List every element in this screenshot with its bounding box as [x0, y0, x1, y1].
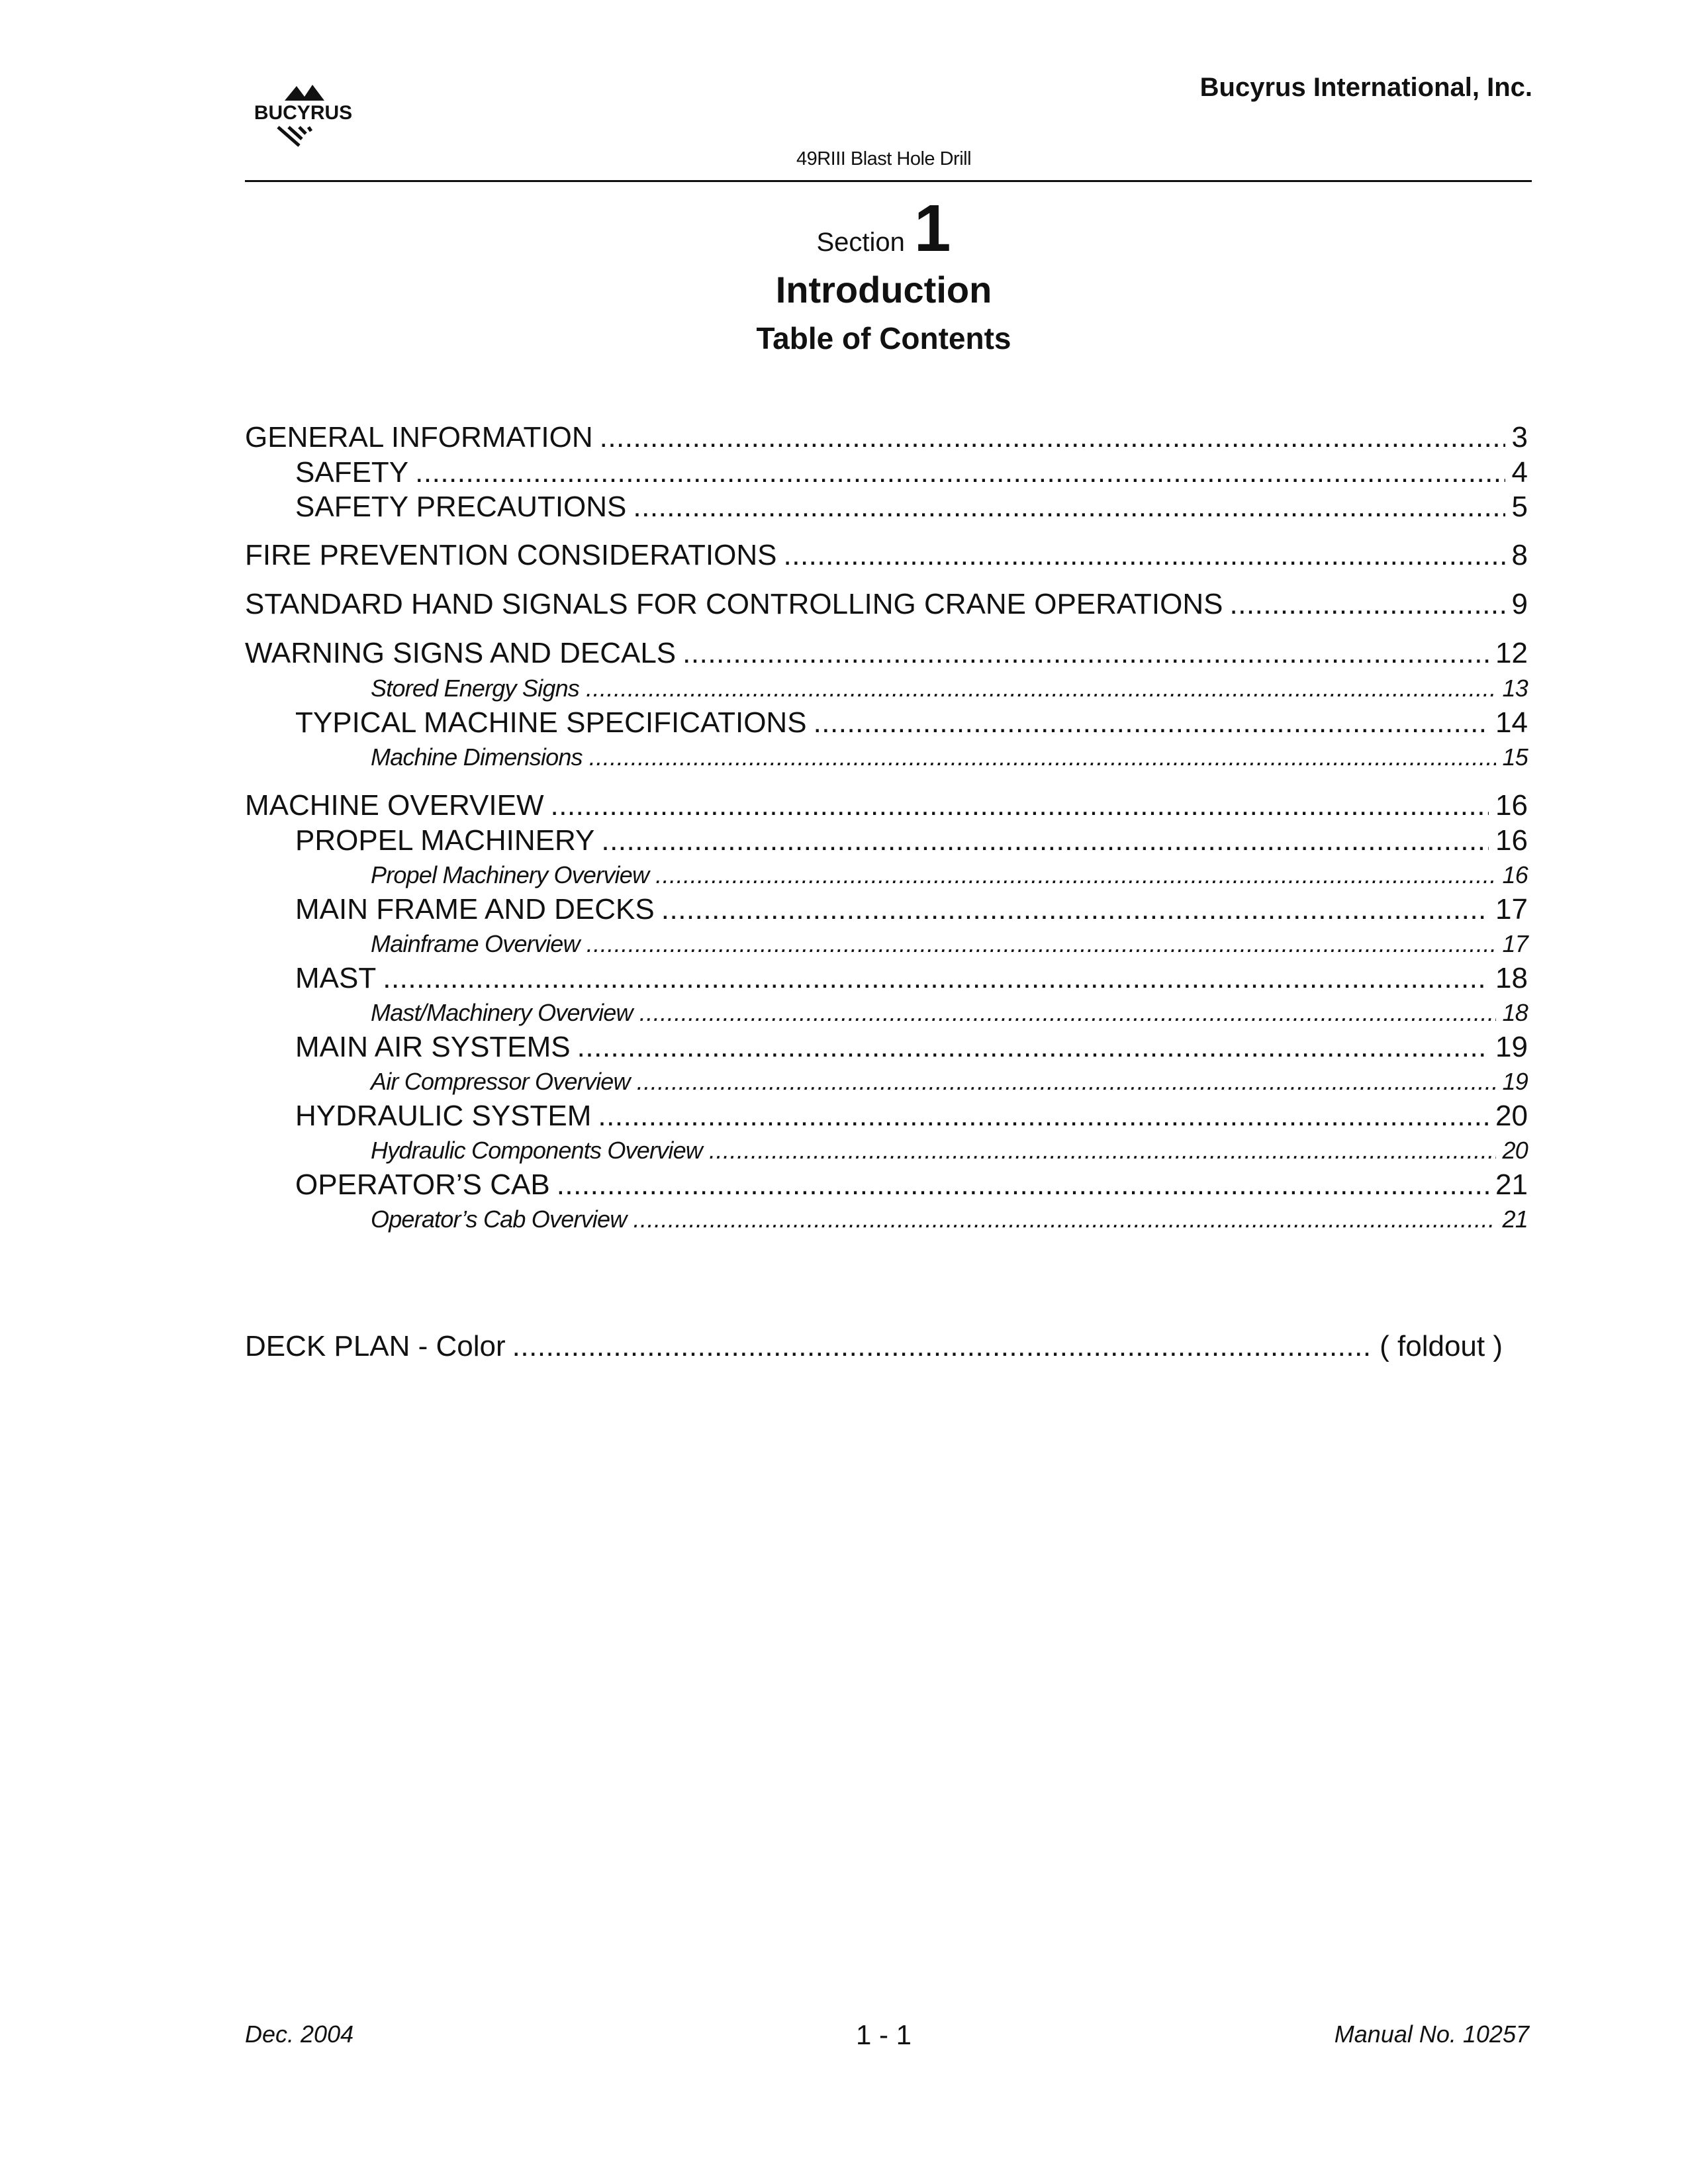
toc-entry-label: GENERAL INFORMATION	[245, 421, 593, 453]
toc-entry-label: Mast/Machinery Overview	[371, 999, 633, 1026]
toc-entry-page: 14	[1495, 706, 1528, 739]
toc-leader	[639, 996, 1496, 1030]
company-name: Bucyrus International, Inc.	[1199, 73, 1532, 102]
toc-entry-label: PROPEL MACHINERY	[295, 824, 595, 857]
deck-plan-entry[interactable]	[245, 1328, 1503, 1365]
toc-entry-page: 17	[1495, 893, 1528, 926]
toc-entry-label: Hydraulic Components Overview	[371, 1137, 702, 1164]
toc-entry[interactable]	[245, 858, 1528, 892]
toc-entry-label: SAFETY	[295, 456, 409, 489]
toc-entry-label: FIRE PREVENTION CONSIDERATIONS	[245, 539, 777, 571]
toc-entry-label: MAIN AIR SYSTEMS	[295, 1031, 571, 1063]
toc-entry[interactable]	[245, 927, 1528, 961]
bucyrus-logo-icon	[238, 66, 371, 159]
toc-entry-label: Propel Machinery Overview	[371, 861, 649, 888]
section-heading	[0, 191, 1688, 267]
toc-leader	[784, 538, 1505, 573]
toc-entry[interactable]	[245, 824, 1528, 858]
toc-leader	[637, 1065, 1496, 1099]
toc-leader	[633, 490, 1505, 524]
toc-entry-label: TYPICAL MACHINE SPECIFICATIONS	[295, 706, 807, 739]
toc-entry-label: Mainframe Overview	[371, 930, 580, 957]
toc-leader	[633, 1202, 1495, 1237]
toc-entry[interactable]	[245, 892, 1528, 927]
toc-entry[interactable]	[245, 788, 1528, 824]
toc-leader	[415, 455, 1505, 490]
toc-entry-page: 17	[1502, 930, 1528, 957]
toc-entry-page: 12	[1495, 637, 1528, 669]
toc-entry[interactable]	[245, 587, 1528, 622]
toc-entry-page: 20	[1495, 1100, 1528, 1132]
toc-entry-page: 21	[1495, 1168, 1528, 1201]
svg-text:BUCYRUS: BUCYRUS	[254, 102, 353, 124]
toc-entry[interactable]	[245, 996, 1528, 1030]
toc-leader	[557, 1168, 1489, 1202]
toc-entry-page: 15	[1502, 743, 1528, 771]
toc-entry[interactable]	[245, 1099, 1528, 1133]
toc-entry-page: 16	[1495, 789, 1528, 822]
toc-entry-page: 8	[1511, 539, 1528, 571]
toc-entry-page: 5	[1511, 491, 1528, 523]
toc-entry-label: WARNING SIGNS AND DECALS	[245, 637, 677, 669]
bucyrus-logo	[238, 66, 371, 159]
toc-entry[interactable]	[245, 740, 1528, 775]
toc-entry-label: Stored Energy Signs	[371, 675, 579, 702]
product-name: 49RIII Blast Hole Drill	[796, 148, 972, 169]
toc-entry-page: 18	[1495, 962, 1528, 994]
toc-entry-label: HYDRAULIC SYSTEM	[295, 1100, 592, 1132]
toc-entry-page: ( foldout )	[1380, 1330, 1503, 1362]
toc-entry-page: 16	[1502, 861, 1528, 888]
toc-leader	[709, 1133, 1496, 1168]
toc-leader	[383, 961, 1489, 996]
toc-leader	[586, 927, 1496, 961]
toc-entry-page: 3	[1511, 421, 1528, 453]
toc-entry[interactable]	[245, 706, 1528, 740]
toc-entry[interactable]	[245, 636, 1528, 671]
table-of-contents	[245, 420, 1528, 1237]
toc-entry[interactable]	[245, 420, 1528, 455]
toc-leader	[512, 1328, 1373, 1365]
toc-entry-label: OPERATOR’S CAB	[295, 1168, 550, 1201]
toc-entry-label: SAFETY PRECAUTIONS	[295, 491, 627, 523]
toc-entry-page: 9	[1511, 588, 1528, 620]
footer-manual-number: Manual No. 10257	[1334, 2020, 1529, 2048]
toc-entry[interactable]	[245, 1168, 1528, 1202]
toc-entry[interactable]	[245, 1202, 1528, 1237]
toc-entry-label: MAIN FRAME AND DECKS	[295, 893, 655, 926]
toc-entry-label: STANDARD HAND SIGNALS FOR CONTROLLING CRANE OPERATIONS	[245, 588, 1223, 620]
toc-entry[interactable]	[245, 1030, 1528, 1065]
toc-leader	[577, 1030, 1489, 1065]
toc-entry[interactable]	[245, 671, 1528, 706]
toc-leader	[655, 858, 1495, 892]
toc-leader	[598, 1099, 1489, 1133]
section-number: 1	[914, 191, 951, 265]
toc-entry[interactable]	[245, 961, 1528, 996]
toc-entry[interactable]	[245, 1065, 1528, 1099]
footer-page-number: 1 - 1	[855, 2019, 912, 2050]
toc-entry[interactable]	[245, 490, 1528, 524]
toc-entry[interactable]	[245, 1133, 1528, 1168]
toc-entry-page: 19	[1495, 1031, 1528, 1063]
toc-entry-page: 18	[1502, 999, 1528, 1026]
toc-leader	[589, 740, 1496, 775]
toc-leader	[586, 671, 1496, 706]
toc-entry-page: 4	[1511, 456, 1528, 489]
toc-entry-label: Air Compressor Overview	[371, 1068, 630, 1095]
toc-entry-page: 19	[1502, 1068, 1528, 1095]
toc-entry-label: Machine Dimensions	[371, 743, 583, 771]
toc-entry-page: 16	[1495, 824, 1528, 857]
toc-entry[interactable]	[245, 455, 1528, 490]
footer-date: Dec. 2004	[245, 2020, 354, 2048]
toc-leader	[550, 788, 1489, 824]
toc-leader	[600, 420, 1505, 455]
section-word: Section	[816, 228, 905, 257]
toc-entry-page: 21	[1502, 1206, 1528, 1233]
toc-entry-label: Operator’s Cab Overview	[371, 1206, 627, 1233]
toc-entry-page: 20	[1502, 1137, 1528, 1164]
toc-leader	[814, 706, 1489, 740]
toc-entry-page: 13	[1502, 675, 1528, 702]
header-rule	[245, 180, 1532, 182]
page-title: Introduction	[775, 269, 992, 310]
toc-leader	[601, 824, 1489, 858]
toc-entry-label: MACHINE OVERVIEW	[245, 789, 544, 822]
toc-leader	[682, 636, 1489, 671]
toc-entry-label: DECK PLAN - Color	[245, 1330, 506, 1362]
page-subtitle: Table of Contents	[756, 321, 1011, 356]
toc-leader	[1229, 587, 1505, 622]
toc-leader	[661, 892, 1489, 927]
toc-entry-label: MAST	[295, 962, 377, 994]
toc-entry[interactable]	[245, 538, 1528, 573]
